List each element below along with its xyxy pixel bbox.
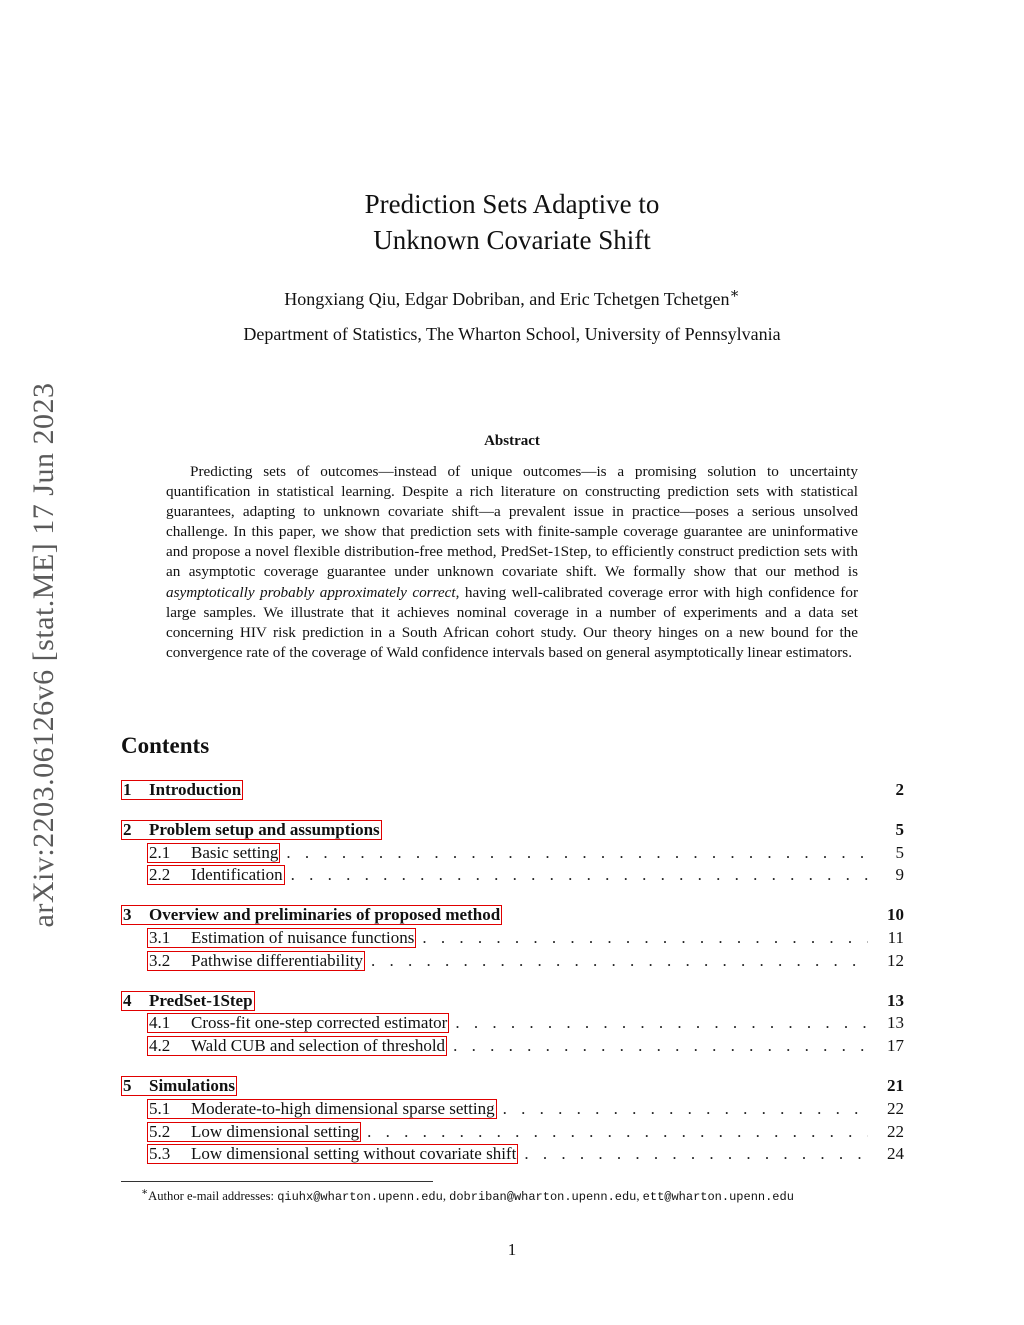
toc-entry-subsection-3.2 xyxy=(121,951,904,974)
toc-entry-subsection-4.2 xyxy=(121,1036,904,1059)
toc-number: 2 xyxy=(123,819,132,839)
toc-page-number: 17 xyxy=(887,1036,904,1056)
footnote-label: Author e-mail addresses: xyxy=(148,1189,278,1204)
toc-page-number: 5 xyxy=(895,842,904,862)
toc-link[interactable] xyxy=(147,951,365,971)
toc-title: Cross-fit one-step corrected estimator xyxy=(191,1013,448,1033)
toc-entry-subsection-2.2 xyxy=(121,865,904,888)
author-footnote-mark[interactable]: ∗ xyxy=(729,286,740,302)
toc-number: 3 xyxy=(123,905,132,925)
toc-link[interactable] xyxy=(147,1036,447,1056)
toc-section xyxy=(121,820,904,888)
toc-leader-dots xyxy=(524,1144,868,1164)
footnote-separator: , xyxy=(442,1189,450,1204)
affiliation: Department of Statistics, The Wharton School, University of Pennsylvania xyxy=(243,324,781,344)
footnote-rule xyxy=(121,1181,433,1182)
toc-link[interactable] xyxy=(121,820,382,840)
toc-number: 4.1 xyxy=(149,1013,171,1033)
toc-number: 2.1 xyxy=(149,842,171,862)
toc-title: Problem setup and assumptions xyxy=(149,819,380,839)
toc-link[interactable] xyxy=(121,905,502,925)
toc-page-number: 13 xyxy=(887,1013,904,1033)
toc-page-number: 5 xyxy=(895,819,904,839)
toc-page-number: 13 xyxy=(887,990,904,1010)
toc-entry-section-5 xyxy=(121,1076,904,1099)
toc-leader-dots xyxy=(367,1122,868,1142)
abstract-heading: Abstract xyxy=(484,433,540,449)
toc-entry-subsection-5.2 xyxy=(121,1122,904,1145)
toc-page-number: 11 xyxy=(887,927,904,947)
toc-title: Pathwise differentiability xyxy=(191,950,364,970)
toc-title: Overview and preliminaries of proposed method xyxy=(149,905,501,925)
toc-title: Low dimensional setting without covariate shift xyxy=(191,1144,517,1164)
toc-number: 5 xyxy=(123,1075,132,1095)
author-list xyxy=(0,284,1024,310)
toc-number: 5.2 xyxy=(149,1121,171,1141)
toc-entry-subsection-4.1 xyxy=(121,1013,904,1036)
toc-entry-subsection-5.1 xyxy=(121,1099,904,1122)
title-line-1: Prediction Sets Adaptive to xyxy=(364,189,660,219)
toc-section xyxy=(121,991,904,1059)
toc-number: 3.2 xyxy=(149,950,171,970)
toc-title: Wald CUB and selection of threshold xyxy=(191,1036,446,1056)
abstract-body xyxy=(166,462,858,663)
toc-leader-dots xyxy=(291,865,868,885)
toc-section xyxy=(121,780,904,803)
toc-link[interactable] xyxy=(147,1013,449,1033)
toc-entry-subsection-3.1 xyxy=(121,928,904,951)
toc-entry-subsection-5.3 xyxy=(121,1144,904,1167)
toc-number: 4 xyxy=(123,990,132,1010)
toc-leader-dots xyxy=(286,843,868,863)
toc-number: 2.2 xyxy=(149,865,171,885)
toc-link[interactable] xyxy=(147,928,416,948)
toc-leader-dots xyxy=(453,1036,868,1056)
toc-number: 5.1 xyxy=(149,1098,171,1118)
abstract-text-1: Predicting sets of outcomes—instead of unique outcomes—is a promising solution to uncertainty quantification in statistical learning. Despite a rich literature on constructing prediction sets with statistical guarantees, adapting to unknown covariate shift—a prevalent issue in practice—poses a serious unsolved challenge. In this paper, we show that prediction sets with finite-sample coverage guarantee are uninformative and propose a novel flexible distribution-free method, PredSet-1Step, to efficiently construct prediction sets with an asymptotic coverage guarantee under unknown covariate shift. We formally show that our method is xyxy=(166,463,858,581)
toc-section xyxy=(121,1076,904,1167)
toc-section xyxy=(121,905,904,973)
email-link[interactable]: ett@wharton.upenn.edu xyxy=(642,1190,794,1205)
toc-link[interactable] xyxy=(121,1076,237,1096)
toc-page-number: 9 xyxy=(895,865,904,885)
toc-entry-subsection-2.1 xyxy=(121,843,904,866)
toc-title: Introduction xyxy=(149,780,242,799)
paper-title xyxy=(0,186,1024,258)
toc-entry-section-1 xyxy=(121,780,904,803)
toc-page-number: 22 xyxy=(887,1121,904,1141)
toc-link[interactable] xyxy=(147,1099,497,1119)
toc-link[interactable] xyxy=(147,1122,361,1142)
toc-number: 4.2 xyxy=(149,1036,171,1056)
toc-leader-dots xyxy=(503,1099,868,1119)
footnote-mark: ∗ xyxy=(141,1187,149,1198)
toc-number: 3.1 xyxy=(149,927,171,947)
toc-title: Estimation of nuisance functions xyxy=(191,927,415,947)
footnote-separator: , xyxy=(636,1189,643,1204)
toc-title: Moderate-to-high dimensional sparse setting xyxy=(191,1098,495,1118)
abstract-emphasis: asymptotically probably approximately correct xyxy=(166,583,456,601)
toc-page-number: 21 xyxy=(887,1075,904,1095)
toc-link[interactable] xyxy=(147,1144,518,1164)
toc-number: 1 xyxy=(123,780,132,799)
toc-link[interactable] xyxy=(147,865,285,885)
toc-entry-section-3 xyxy=(121,905,904,928)
email-link[interactable]: qiuhx@wharton.upenn.edu xyxy=(277,1190,443,1205)
arxiv-identifier: arXiv:2203.06126v6 [stat.ME] 17 Jun 2023 xyxy=(27,382,60,928)
toc-title: Low dimensional setting xyxy=(191,1121,360,1141)
toc-page-number: 12 xyxy=(887,950,904,970)
toc-page-number: 24 xyxy=(887,1144,904,1164)
toc-page-number: 22 xyxy=(887,1098,904,1118)
author-names: Hongxiang Qiu, Edgar Dobriban, and Eric Tchetgen Tchetgen xyxy=(284,289,730,309)
contents-heading: Contents xyxy=(121,733,210,758)
table-of-contents xyxy=(121,780,904,1184)
toc-number: 5.3 xyxy=(149,1144,171,1164)
toc-leader-dots xyxy=(455,1013,868,1033)
toc-link[interactable] xyxy=(121,991,255,1011)
toc-link[interactable] xyxy=(121,780,243,800)
toc-link[interactable] xyxy=(147,843,280,863)
page-number: 1 xyxy=(507,1240,517,1259)
email-link[interactable]: dobriban@wharton.upenn.edu xyxy=(449,1190,637,1205)
toc-title: Simulations xyxy=(149,1075,235,1095)
toc-entry-section-2 xyxy=(121,820,904,843)
abstract-text-2: , having well-calibrated coverage error with high confidence for large samples. We illustrate that it achieves nominal coverage in a number of experiments and a data set concerning HIV risk prediction in a South African cohort study. Our theory hinges on a new bound for the convergence rate of the coverage of Wald confidence intervals based on general asymptotically linear estimators. xyxy=(166,583,859,661)
title-line-2: Unknown Covariate Shift xyxy=(373,225,651,255)
toc-page-number: 2 xyxy=(895,780,904,799)
toc-title: Identification xyxy=(191,865,283,885)
toc-entry-section-4 xyxy=(121,991,904,1014)
toc-title: PredSet-1Step xyxy=(149,990,253,1010)
toc-leader-dots xyxy=(371,951,868,971)
toc-page-number: 10 xyxy=(887,905,904,925)
toc-leader-dots xyxy=(422,928,868,948)
toc-title: Basic setting xyxy=(191,842,279,862)
footnote xyxy=(141,1186,794,1204)
